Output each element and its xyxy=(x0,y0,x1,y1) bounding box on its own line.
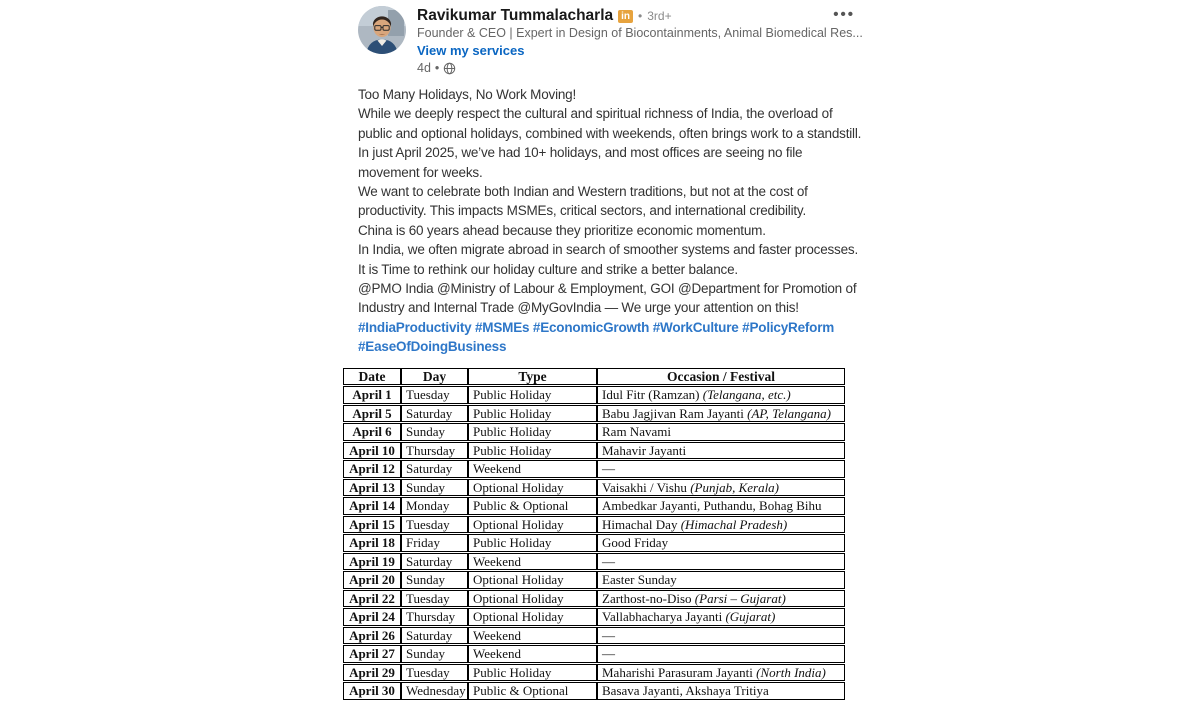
linkedin-premium-badge: in xyxy=(618,10,633,23)
cell-day: Sunday xyxy=(401,423,468,441)
hashtag-line xyxy=(358,318,867,357)
cell-type: Public Holiday xyxy=(468,423,597,441)
cell-date: April 1 xyxy=(343,386,401,404)
cell-occasion-note: (North India) xyxy=(756,664,826,680)
linkedin-post xyxy=(343,6,867,701)
cell-date: April 20 xyxy=(343,571,401,589)
cell-day: Saturday xyxy=(401,460,468,478)
post-paragraph: In India, we often migrate abroad in search of smoother systems and faster processes. xyxy=(358,242,859,258)
hashtag-link[interactable]: #MSMEs xyxy=(475,319,530,335)
cell-occasion-note: (Telangana, etc.) xyxy=(702,387,791,403)
cell-day: Tuesday xyxy=(401,516,468,534)
table-row xyxy=(343,571,845,589)
cell-type: Weekend xyxy=(468,645,597,663)
cell-occasion: — xyxy=(597,553,845,571)
post-body xyxy=(358,85,867,357)
degree-separator: • xyxy=(638,9,643,23)
table-row xyxy=(343,386,845,404)
cell-day: Sunday xyxy=(401,571,468,589)
column-header-occasion: Occasion / Festival xyxy=(597,368,845,386)
cell-day: Saturday xyxy=(401,405,468,423)
table-row xyxy=(343,553,845,571)
cell-occasion: Maharishi Parasuram Jayanti (North India) xyxy=(597,664,845,682)
cell-date: April 19 xyxy=(343,553,401,571)
column-header-date: Date xyxy=(343,368,401,386)
table-row xyxy=(343,534,845,552)
hashtag-link[interactable]: #WorkCulture xyxy=(652,319,739,335)
cell-date: April 6 xyxy=(343,423,401,441)
table-row xyxy=(343,664,845,682)
table-row xyxy=(343,479,845,497)
cell-type: Public Holiday xyxy=(468,386,597,404)
table-row xyxy=(343,442,845,460)
avatar-photo xyxy=(358,6,406,54)
table-row xyxy=(343,460,845,478)
cell-type: Public Holiday xyxy=(468,534,597,552)
column-header-type: Type xyxy=(468,368,597,386)
cell-date: April 22 xyxy=(343,590,401,608)
cell-occasion: Idul Fitr (Ramzan) (Telangana, etc.) xyxy=(597,386,845,404)
table-row xyxy=(343,405,845,423)
post-paragraph: It is Time to rethink our holiday culture and strike a better balance. xyxy=(358,261,738,277)
author-name-line xyxy=(417,7,863,25)
cell-occasion: — xyxy=(597,627,845,645)
cell-type: Public Holiday xyxy=(468,664,597,682)
table-row xyxy=(343,590,845,608)
avatar[interactable] xyxy=(358,6,406,54)
cell-occasion: Babu Jagjivan Ram Jayanti (AP, Telangana) xyxy=(597,405,845,423)
cell-day: Saturday xyxy=(401,627,468,645)
author-name[interactable]: Ravikumar Tummalacharla xyxy=(417,7,614,24)
table-row xyxy=(343,423,845,441)
meta-separator: • xyxy=(434,61,440,75)
cell-type: Public & Optional xyxy=(468,682,597,700)
cell-day: Thursday xyxy=(401,442,468,460)
post-options-button[interactable]: ••• xyxy=(829,4,859,26)
cell-occasion: — xyxy=(597,645,845,663)
cell-occasion: — xyxy=(597,460,845,478)
cell-day: Wednesday xyxy=(401,682,468,700)
cell-date: April 30 xyxy=(343,682,401,700)
cell-occasion: Basava Jayanti, Akshaya Tritiya xyxy=(597,682,845,700)
post-paragraph: Too Many Holidays, No Work Moving! xyxy=(358,87,577,102)
cell-day: Monday xyxy=(401,497,468,515)
table-row xyxy=(343,627,845,645)
cell-date: April 27 xyxy=(343,645,401,663)
table-row xyxy=(343,516,845,534)
cell-occasion-note: (Himachal Pradesh) xyxy=(680,516,788,532)
cell-occasion: Good Friday xyxy=(597,534,845,552)
cell-occasion: Himachal Day (Himachal Pradesh) xyxy=(597,516,845,534)
cell-occasion-note: (Parsi – Gujarat) xyxy=(694,590,786,606)
author-headline: Founder & CEO | Expert in Design of Biocontainments, Animal Biomedical Res... xyxy=(417,26,863,40)
cell-date: April 14 xyxy=(343,497,401,515)
cell-date: April 26 xyxy=(343,627,401,645)
cell-occasion: Ram Navami xyxy=(597,423,845,441)
cell-type: Optional Holiday xyxy=(468,571,597,589)
post-meta xyxy=(417,61,863,76)
cell-occasion-note: (AP, Telangana) xyxy=(747,405,831,421)
cell-type: Public & Optional xyxy=(468,497,597,515)
post-paragraph: We want to celebrate both Indian and Western traditions, but not at the cost of productivity. This impacts MSMEs, critical sectors, and international credibility. xyxy=(358,184,808,219)
hashtag-link[interactable]: #EconomicGrowth xyxy=(532,319,650,335)
cell-type: Weekend xyxy=(468,460,597,478)
globe-icon xyxy=(443,62,456,75)
cell-day: Saturday xyxy=(401,553,468,571)
cell-type: Weekend xyxy=(468,553,597,571)
cell-occasion: Vallabhacharya Jayanti (Gujarat) xyxy=(597,608,845,626)
post-paragraph: China is 60 years ahead because they prioritize economic momentum. xyxy=(358,222,766,238)
hashtag-link[interactable]: #EaseOfDoingBusiness xyxy=(358,339,507,355)
cell-occasion: Mahavir Jayanti xyxy=(597,442,845,460)
cell-date: April 24 xyxy=(343,608,401,626)
cell-type: Optional Holiday xyxy=(468,516,597,534)
cell-date: April 5 xyxy=(343,405,401,423)
cell-type: Optional Holiday xyxy=(468,608,597,626)
post-paragraph: While we deeply respect the cultural and spiritual richness of India, the overload of public and optional holidays, combined with weekends, often brings work to a standstill. In just April 2025, we’ve had 10+ holidays, and most offices are seeing no file movement for weeks. xyxy=(358,106,862,180)
hashtag-link[interactable]: #PolicyReform xyxy=(742,319,835,335)
post-age: 4d xyxy=(417,61,431,75)
table-row xyxy=(343,682,845,700)
cell-day: Tuesday xyxy=(401,664,468,682)
view-services-link[interactable]: View my services xyxy=(417,43,525,58)
cell-date: April 15 xyxy=(343,516,401,534)
cell-type: Public Holiday xyxy=(468,405,597,423)
cell-type: Optional Holiday xyxy=(468,479,597,497)
cell-occasion: Easter Sunday xyxy=(597,571,845,589)
hashtag-link[interactable]: #IndiaProductivity xyxy=(358,319,472,335)
post-mentions-paragraph: @PMO India @Ministry of Labour & Employment, GOI @Department for Promotion of Industry and Internal Trade @MyGovIndia — We urge your attention on this! xyxy=(358,281,857,316)
cell-date: April 13 xyxy=(343,479,401,497)
cell-date: April 10 xyxy=(343,442,401,460)
cell-day: Sunday xyxy=(401,645,468,663)
cell-date: April 29 xyxy=(343,664,401,682)
post-header xyxy=(358,6,867,76)
author-block xyxy=(417,6,863,76)
cell-day: Tuesday xyxy=(401,590,468,608)
cell-occasion-note: (Punjab, Kerala) xyxy=(690,479,780,495)
cell-type: Optional Holiday xyxy=(468,590,597,608)
cell-occasion: Ambedkar Jayanti, Puthandu, Bohag Bihu xyxy=(597,497,845,515)
cell-occasion-note: (Gujarat) xyxy=(725,609,776,625)
cell-day: Tuesday xyxy=(401,386,468,404)
cell-day: Thursday xyxy=(401,608,468,626)
cell-date: April 12 xyxy=(343,460,401,478)
cell-day: Sunday xyxy=(401,479,468,497)
cell-date: April 18 xyxy=(343,534,401,552)
cell-type: Public Holiday xyxy=(468,442,597,460)
table-header-row xyxy=(343,368,845,386)
table-row xyxy=(343,608,845,626)
cell-day: Friday xyxy=(401,534,468,552)
cell-type: Weekend xyxy=(468,627,597,645)
cell-occasion: Vaisakhi / Vishu (Punjab, Kerala) xyxy=(597,479,845,497)
connection-degree: 3rd+ xyxy=(647,9,672,23)
cell-occasion: Zarthost-no-Diso (Parsi – Gujarat) xyxy=(597,590,845,608)
column-header-day: Day xyxy=(401,368,468,386)
holiday-table xyxy=(343,367,845,701)
table-row xyxy=(343,497,845,515)
table-row xyxy=(343,645,845,663)
